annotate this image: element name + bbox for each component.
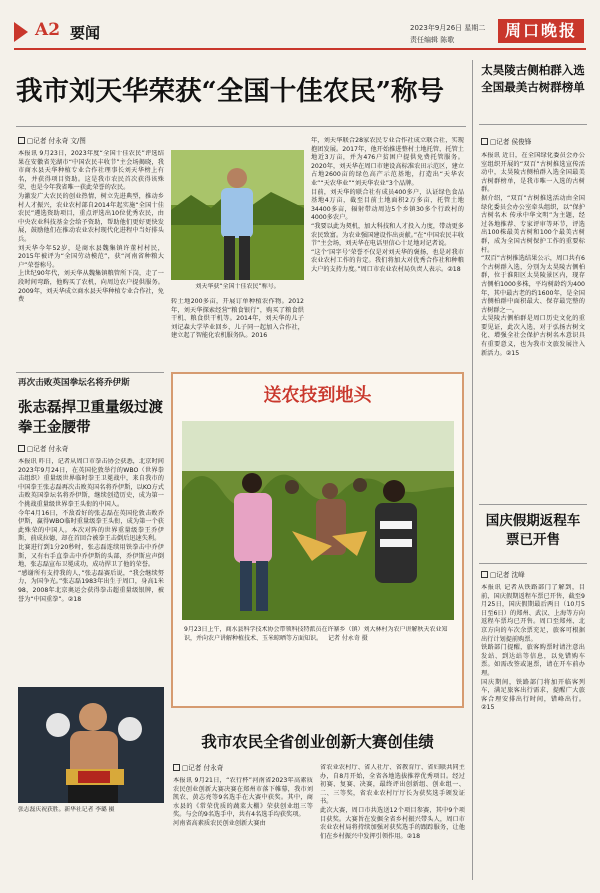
- lead-photo: [171, 150, 304, 280]
- tiyu-headline: 张志磊捍卫重量级过渡拳王金腰带: [18, 399, 163, 436]
- tiyu-byline-text: □记者 付永奇: [27, 445, 69, 453]
- paper-name: 周口晚报: [504, 21, 577, 40]
- vertical-divider-right: [472, 60, 473, 880]
- right-top-byline: [481, 138, 531, 147]
- contest-headline: 我市农民全省创业创新大赛创佳绩: [201, 732, 434, 751]
- lead-body-col2-low: 转土地200多亩，开展订单种植农作物。2012年，刘天华探索经营“粮食银行”，购买了粮食烘干机、粮食烘干机等。2014年，刘天华的儿子刘记森大学毕业回乡，儿子同一起加入合作社，建立起了智能化农机服务队。2016: [171, 298, 304, 340]
- masthead-editor: 责任编辑 陈歌: [410, 36, 455, 44]
- right-bottom-rule: [479, 504, 587, 505]
- tiyu-kicker: 再次击败英国拳坛名将乔伊斯: [18, 378, 130, 388]
- tiyu-body: 本报讯 昨日，记者从周口市拳击协会获悉，北京时间2023年9月24日，在英国伦敦举行的WBO（世界拳击组织）重量级世界临时拳王卫冕战中，来自我市的中国拳王张志磊再次击败英国名将乔伊斯，以KO方式击败英国拳坛名将乔伊斯，继续创造历史，成为第一个挑战重量级世界拳王头衔的中国人。 今年4月16日，不敌看好的张志磊在英国伦敦击败乔伊斯，赢得WBO临时重量级拳王头衔，成为第一个获此殊荣的中国人。本次对阵的世界重量级拳王乔伊斯，前成拉德，却在首回合被拳王击倒后迅速失利。 比赛进行到1分20秒时，张志磊连续用铁拳击中乔伊斯，又有右手直拳击中乔伊斯的头部，乔伊斯应声倒地，张志磊宣布卫冕成功，成功捍卫了他的荣誉。 “感谢所有支持我的人，”张志磊赛后说，“我会继续努力，为国争光。”张志磊1983年出生于周口，身高1米98，2008年北京奥运会获得拳击超重量级银牌，被誉为“中国重拳”。②18: [18, 458, 164, 603]
- contest-byline-text: □记者 付永奇: [182, 764, 224, 772]
- feature-caption-text: 9月23日上午，商水县科学技术协会带领科技特派员在许寨乡（镇）刘大林村为农户讲解秋天农业知识，并向农户讲解种植技术、玉米晾晒等方面知识。: [184, 626, 448, 642]
- feature-headline: 送农技到地头: [263, 385, 372, 406]
- paper-logo: [498, 19, 584, 43]
- right-bottom-headline: 国庆假期返程车票已开售: [485, 513, 581, 548]
- lead-byline: [18, 137, 86, 146]
- feature-caption: [184, 626, 454, 644]
- feature-credit: 记者 付永奇 摄: [327, 634, 368, 642]
- section-name: 要闻: [70, 24, 101, 42]
- lead-body-col1: 本报讯 9月23日，2023年度“全国十佳农民”评选结果在安徽省芜湖市“中国农民丰收节”主会场揭晓，我市商水县天华种植专业合作社理事长刘天华榜上有名，并获得项目资助。这是我市农民首次获得该殊荣，也是今年我省唯一获此荣誉的农民。 为激发广大农民的创业热情，树立先进典型，推动乡村人才振兴，农业农村部自2014年起实施“全国十佳农民”遴选资助项目，重点评选出10位优秀农民，由中央农业科技基金会给予资助，帮助他们更好更快发展，鼓励他们在推动农业农村现代化进程中当好排头兵。 刘天华今年52岁，是商水县魏集镇许董村村民，2015年被评为“全国劳动模范”，获“河南省种粮大户”荣誉称号。 上世纪90年代，刘天华从魏集镇粮管所下岗，走了一段时间弯路，他购买了农机，向周边农户提供服务。2009年，刘天华成立商水县天华种植专业合作社，免费: [18, 150, 164, 304]
- section-marker-icon: [14, 22, 28, 42]
- farmer-photo-illustration: [171, 150, 304, 280]
- boxer-photo-illustration: [18, 687, 164, 803]
- lead-byline-text: □记者 付永奇 文/图: [27, 137, 86, 145]
- right-bottom-byline-text: □记者 沈峰: [490, 571, 525, 579]
- masthead-date: 2023年9月26日 星期二: [410, 24, 486, 32]
- lead-divider: [16, 126, 466, 127]
- tiyu-top-rule: [16, 372, 164, 373]
- right-top-byline-text: □记者 侯俊锋: [490, 138, 532, 146]
- lead-headline: 我市刘天华荣获“全国十佳农民”称号: [16, 76, 444, 107]
- section-code: A2: [35, 20, 61, 40]
- right-bottom-byline: [481, 571, 525, 580]
- right-top-headline: 太昊陵古侧柏群入选全国最美古树群榜单: [481, 63, 585, 94]
- lead-photo-caption: 刘天华获“全国十佳农民”称号。: [195, 283, 280, 290]
- right-top-body: 本报讯 近日，在全国绿化委员会办公室组织开展的“双百”古树推选宣传活动中，太昊陵古侧柏群入选全国最美古树群榜单，是我市唯一入选的古树群。 据介绍，“双百”古树推选活动由全国绿化委员会办公室牵头组织，以“保护古树名木 传承中华文明”为主题，经过各地推荐、专家评审等环节，评选出100株最美古树和100个最美古树群，成为全国古树保护工作的重要标杆。 “双百”古树推选结果公示，周口共有6个古树群入选，分别为太昊陵古侧柏群，位于淮阳区太昊陵景区内，现存古侧柏1000多株，平均树龄约为400年，其中最古老的约1600年，是全国古侧柏群中面积最大、保存最完整的古树群之一。 太昊陵古侧柏群是周口历史文化的重要见证，此次入选，对于弘扬古树文化、增强全社会保护古树名木意识具有重要意义，也为我市文旅发展注入新活力。②15: [481, 152, 585, 357]
- right-bottom-body: 本报讯 记者从铁路部门了解到，目前，国庆假期返程车票已开售，截至9月25日，国庆假期最后两日（10月5日至6日）的郑州、武汉、上海等方向返程车票均已开售。周口至郑州、北京方向的车次余票充足，旅客可根据出行计划提前购票。 铁路部门提醒，旅客购票时请注意出发站、到达站等信息，以免错购车票。如需改签或退票，请在开车前办理。 国庆期间，铁路部门将加开临客列车，满足旅客出行需求，提醒广大旅客合理安排出行时间，错峰出行。②15: [481, 584, 585, 712]
- tiyu-photo-caption: 张志磊庆祝获胜。新华社记者 李璐 摄: [18, 807, 115, 813]
- right-bottom-divider: [479, 563, 587, 564]
- contest-body-right: 省农业农村厅、省人社厅、省教育厅、省妇联共同主办，自8月开始，全省各地选拔推荐优秀项目。经过初赛、复赛、决赛，最终评出创新组、创业组一、二、三等奖，省农业农村厅厅长为获奖选手颁发证书。 此次大赛，周口市共选送12个项目参赛，其中9个项目获奖。大赛旨在发掘全省乡村振兴带头人，周口市农业农村局将持续加强对获奖选手的跟踪服务，让他们在乡村振兴中发挥引领作用。②18: [320, 764, 465, 840]
- lead-body-col3: 年，刘天华联合28家农民专业合作社成立联合社，实现抱团发展。2017年，他开始推进整村土地托管，托管土地近3万亩，并为476户贫困户提供免费托管服务。2020年，刘天华在周口市建设高标准农田示范区，建立占地2600亩的绿色高产示范基地，打造出“天华农业”“天农华业”“刘天华农业”3个品牌。 目前，刘天华的联合社有成员400多户，认证绿色食品基地4万亩，截至目前土地面积2万多亩，托管土地34400多亩，辐射带动周边5个乡镇30多个行政村的4000多农户。 “我要以此为契机，加大科技和人才投入力度，带动更多农民致富。为农业强国建设作出贡献。”在“中国农民丰收节”主会场，刘天华在电话里信心十足地对记者说。 “这个‘国字号’荣誉不仅是对刘天华的褒扬，也是对我市农业农村工作的肯定。我们将加大对优秀合作社和种粮大户的支持力度。”周口市农业农村局负责人表示。②18: [311, 137, 464, 273]
- field-photo-illustration: [182, 421, 454, 620]
- tiyu-photo: [18, 687, 164, 803]
- contest-body-left: 本报讯 9月21日，“农行杯”河南省2023年高素质农民创业创新大赛决赛在郑州市落下帷幕，我市刘凯农、黄志亮等9名选手在大赛中获奖。其中，商水县的《常荣优质的蔬菜大棚》荣获创业组三等奖。与会的9名选手中，共有4名选手均获奖项。 河南省高素质农民创业创新大赛由: [173, 777, 313, 827]
- right-top-divider: [479, 124, 587, 125]
- masthead-rule: [14, 48, 586, 50]
- contest-byline: [173, 764, 223, 773]
- feature-photo: [182, 421, 454, 620]
- tiyu-byline: [18, 445, 68, 454]
